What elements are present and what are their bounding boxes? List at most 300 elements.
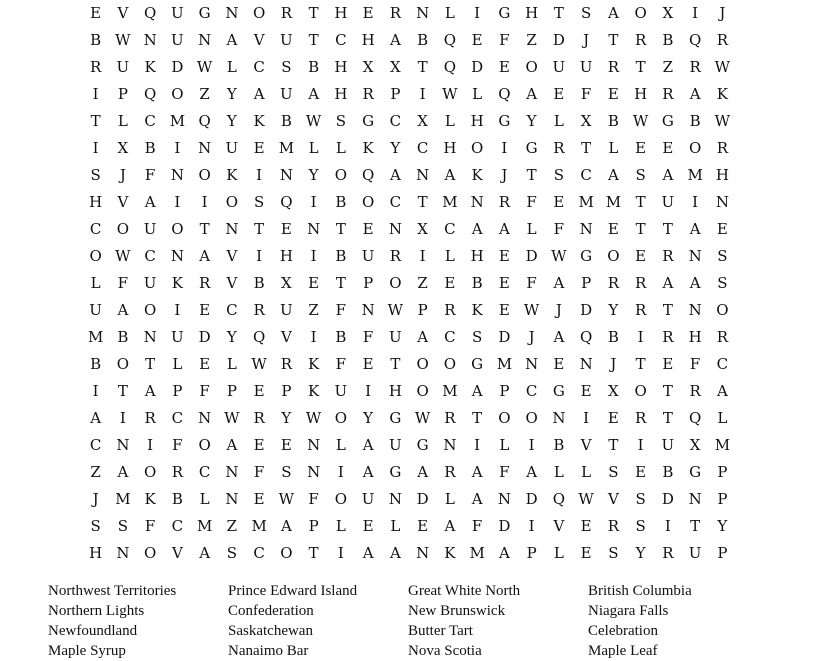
grid-letter: E	[253, 436, 265, 454]
grid-letter: H	[443, 139, 457, 157]
grid-letter: H	[388, 382, 402, 400]
grid-letter: F	[580, 85, 592, 103]
grid-letter: F	[253, 463, 265, 481]
grid-letter: U	[579, 58, 593, 76]
grid-letter: I	[501, 139, 508, 157]
grid-letter: Z	[662, 58, 674, 76]
grid-letter: R	[444, 409, 456, 427]
grid-letter: L	[226, 355, 237, 373]
grid-letter: A	[417, 328, 429, 346]
grid-letter: E	[280, 436, 292, 454]
grid-row	[82, 378, 736, 405]
grid-letter: F	[526, 274, 537, 292]
grid-letter: X	[362, 58, 374, 76]
grid-letter: N	[470, 193, 484, 211]
grid-letter: G	[498, 112, 511, 130]
grid-letter: L	[553, 112, 564, 130]
grid-letter: K	[171, 274, 183, 292]
grid-letter: W	[632, 112, 649, 130]
grid-letter: N	[198, 409, 212, 427]
word-list-item: Newfoundland	[48, 623, 138, 639]
grid-letter: T	[199, 220, 210, 238]
grid-letter: R	[607, 517, 620, 535]
grid-letter: J	[92, 490, 99, 508]
grid-letter: K	[471, 166, 483, 184]
grid-letter: Q	[579, 328, 593, 346]
grid-letter: A	[444, 517, 456, 535]
word-list-item: Confederation	[228, 603, 314, 619]
grid-letter: E	[417, 517, 429, 535]
grid-letter: H	[334, 85, 348, 103]
grid-letter: E	[362, 517, 374, 535]
grid-letter: A	[253, 85, 265, 103]
grid-letter: N	[307, 436, 321, 454]
grid-letter: C	[253, 544, 265, 562]
grid-letter: N	[416, 166, 430, 184]
grid-letter: I	[637, 436, 644, 454]
grid-letter: E	[607, 409, 619, 427]
grid-letter: L	[199, 490, 210, 508]
grid-letter: T	[662, 382, 673, 400]
grid-letter: S	[471, 328, 483, 346]
grid-letter: K	[716, 85, 728, 103]
grid-letter: O	[634, 4, 647, 22]
grid-letter: M	[687, 166, 703, 184]
grid-letter: D	[525, 490, 538, 508]
grid-letter: T	[117, 382, 128, 400]
grid-letter: U	[661, 436, 675, 454]
grid-letter: T	[635, 355, 646, 373]
grid-letter: M	[496, 355, 513, 373]
grid-letter: E	[362, 220, 374, 238]
grid-letter: P	[281, 382, 292, 400]
grid-letter: N	[198, 31, 212, 49]
grid-letter: S	[717, 274, 728, 292]
grid-letter: A	[362, 463, 374, 481]
grid-letter: R	[198, 274, 211, 292]
grid-letter: T	[635, 58, 646, 76]
grid-letter: R	[253, 409, 265, 427]
grid-letter: H	[634, 85, 648, 103]
grid-letter: G	[525, 139, 538, 157]
grid-letter: L	[390, 517, 401, 535]
grid-letter: N	[579, 220, 593, 238]
word-list-item: Niagara Falls	[588, 603, 669, 619]
grid-letter: R	[662, 247, 674, 265]
grid-letter: B	[90, 31, 102, 49]
grid-letter: P	[172, 382, 183, 400]
grid-letter: P	[308, 517, 319, 535]
grid-letter: U	[171, 31, 184, 49]
grid-letter: U	[116, 58, 130, 76]
grid-letter: Y	[281, 409, 292, 427]
grid-letter: V	[171, 544, 183, 562]
grid-letter: O	[525, 58, 538, 76]
grid-letter: G	[471, 355, 484, 373]
grid-letter: S	[281, 463, 292, 481]
grid-letter: Q	[552, 490, 566, 508]
grid-letter: N	[688, 247, 702, 265]
grid-letter: L	[444, 490, 455, 508]
grid-letter: R	[607, 58, 620, 76]
grid-letter: T	[690, 517, 701, 535]
grid-letter: R	[716, 328, 729, 346]
grid-letter: J	[528, 328, 535, 346]
word-list-item: Northern Lights	[48, 603, 145, 619]
grid-letter: H	[334, 58, 348, 76]
grid-letter: R	[280, 355, 293, 373]
grid-letter: O	[116, 355, 130, 373]
grid-letter: G	[498, 4, 511, 22]
grid-letter: R	[280, 4, 293, 22]
grid-letter: D	[580, 301, 593, 319]
grid-letter: S	[335, 112, 347, 130]
grid-letter: A	[117, 301, 129, 319]
grid-letter: T	[308, 544, 319, 562]
grid-letter: I	[256, 166, 263, 184]
grid-letter: S	[553, 166, 565, 184]
grid-letter: M	[442, 382, 458, 400]
grid-letter: M	[87, 328, 104, 346]
grid-letter: L	[335, 517, 346, 535]
grid-row	[82, 351, 736, 378]
grid-letter: B	[607, 328, 619, 346]
grid-letter: E	[498, 301, 510, 319]
grid-letter: L	[444, 112, 455, 130]
grid-letter: A	[689, 274, 701, 292]
grid-letter: Z	[90, 463, 101, 481]
letter-grid	[82, 0, 736, 567]
grid-letter: M	[169, 112, 186, 130]
grid-letter: O	[198, 436, 211, 454]
grid-letter: H	[525, 4, 539, 22]
grid-letter: P	[226, 382, 237, 400]
grid-letter: G	[661, 112, 674, 130]
grid-letter: U	[280, 31, 293, 49]
grid-letter: W	[387, 301, 404, 319]
grid-letter: Z	[226, 517, 238, 535]
grid-row	[82, 54, 736, 81]
grid-letter: F	[335, 355, 347, 373]
grid-letter: L	[526, 220, 537, 238]
grid-letter: E	[444, 274, 456, 292]
grid-letter: F	[117, 274, 129, 292]
grid-letter: A	[389, 166, 401, 184]
grid-letter: M	[196, 517, 213, 535]
grid-letter: W	[442, 85, 458, 103]
grid-letter: K	[471, 301, 483, 319]
grid-letter: O	[280, 544, 293, 562]
grid-letter: D	[198, 328, 211, 346]
grid-letter: O	[171, 85, 184, 103]
grid-letter: B	[335, 193, 347, 211]
word-list-item: New Brunswick	[408, 603, 506, 619]
grid-letter: U	[552, 58, 566, 76]
grid-letter: N	[143, 31, 157, 49]
grid-letter: T	[145, 355, 156, 373]
grid-letter: C	[335, 31, 347, 49]
grid-letter: I	[92, 85, 99, 103]
grid-letter: N	[225, 463, 239, 481]
grid-letter: A	[689, 85, 701, 103]
grid-letter: A	[90, 409, 102, 427]
grid-letter: C	[389, 193, 402, 211]
word-list-item: Prince Edward Island	[228, 583, 358, 599]
grid-letter: C	[580, 166, 592, 184]
word-list-item: Northwest Territories	[48, 583, 177, 599]
grid-letter: I	[528, 517, 535, 535]
word-list-item: Nova Scotia	[408, 643, 482, 659]
grid-letter: V	[117, 193, 129, 211]
grid-letter: B	[689, 112, 701, 130]
grid-letter: A	[553, 274, 565, 292]
grid-letter: O	[171, 220, 184, 238]
grid-letter: U	[361, 247, 375, 265]
grid-letter: F	[689, 355, 701, 373]
grid-letter: E	[553, 85, 565, 103]
grid-letter: W	[305, 409, 322, 427]
grid-letter: M	[442, 193, 458, 211]
grid-letter: N	[225, 490, 239, 508]
word-list-item: Butter Tart	[408, 623, 473, 639]
grid-letter: F	[499, 463, 510, 481]
grid-letter: X	[608, 382, 619, 400]
grid-letter: I	[637, 328, 644, 346]
grid-letter: A	[389, 31, 401, 49]
grid-row	[82, 540, 736, 567]
grid-letter: A	[471, 382, 483, 400]
grid-letter: B	[308, 58, 320, 76]
grid-letter: K	[362, 139, 374, 157]
grid-letter: E	[253, 382, 265, 400]
grid-letter: E	[471, 31, 483, 49]
grid-letter: E	[580, 544, 592, 562]
grid-letter: E	[498, 274, 510, 292]
grid-letter: E	[607, 85, 619, 103]
grid-letter: Z	[526, 31, 537, 49]
grid-letter: B	[171, 490, 183, 508]
grid-letter: N	[416, 4, 430, 22]
grid-letter: S	[253, 193, 265, 211]
grid-letter: R	[662, 85, 674, 103]
grid-letter: N	[388, 490, 402, 508]
grid-letter: R	[253, 301, 265, 319]
grid-letter: Y	[308, 166, 319, 184]
grid-letter: C	[444, 220, 456, 238]
grid-letter: M	[605, 193, 622, 211]
grid-letter: F	[471, 517, 483, 535]
grid-letter: T	[335, 220, 346, 238]
grid-letter: E	[308, 274, 320, 292]
grid-letter: N	[715, 193, 729, 211]
grid-letter: E	[553, 193, 565, 211]
grid-letter: H	[89, 544, 103, 562]
grid-letter: E	[253, 490, 265, 508]
grid-letter: L	[444, 247, 455, 265]
grid-letter: A	[471, 220, 483, 238]
grid-letter: G	[689, 463, 702, 481]
grid-letter: L	[90, 274, 101, 292]
grid-letter: C	[144, 247, 156, 265]
grid-letter: E	[662, 139, 674, 157]
grid-letter: R	[444, 301, 456, 319]
grid-letter: H	[470, 112, 484, 130]
grid-letter: I	[419, 85, 426, 103]
grid-letter: Z	[199, 85, 210, 103]
grid-letter: O	[334, 409, 348, 427]
grid-letter: C	[171, 517, 184, 535]
grid-row	[82, 405, 736, 432]
grid-letter: O	[470, 139, 484, 157]
grid-letter: S	[90, 166, 101, 184]
grid-letter: N	[579, 355, 593, 373]
grid-row	[82, 135, 736, 162]
grid-letter: R	[444, 463, 456, 481]
grid-letter: E	[362, 355, 374, 373]
grid-row	[82, 243, 736, 270]
grid-row	[82, 0, 736, 27]
grid-letter: E	[635, 247, 647, 265]
grid-letter: N	[688, 301, 702, 319]
grid-letter: T	[581, 139, 592, 157]
grid-letter: O	[361, 193, 375, 211]
grid-letter: N	[552, 409, 566, 427]
grid-letter: L	[472, 85, 483, 103]
grid-letter: Y	[608, 301, 619, 319]
grid-letter: C	[144, 112, 156, 130]
grid-letter: N	[388, 220, 402, 238]
grid-letter: I	[583, 409, 590, 427]
grid-letter: U	[89, 301, 102, 319]
grid-letter: J	[119, 166, 126, 184]
grid-letter: S	[635, 490, 646, 508]
grid-row	[82, 162, 736, 189]
grid-letter: U	[225, 139, 239, 157]
grid-letter: O	[198, 166, 211, 184]
grid-letter: B	[253, 274, 265, 292]
grid-letter: L	[172, 355, 183, 373]
grid-letter: O	[525, 409, 538, 427]
grid-letter: P	[363, 274, 374, 292]
grid-letter: S	[608, 544, 619, 562]
grid-letter: V	[280, 328, 292, 346]
grid-row	[82, 108, 736, 135]
grid-letter: U	[171, 4, 184, 22]
grid-letter: B	[280, 112, 292, 130]
grid-letter: B	[553, 436, 565, 454]
grid-letter: K	[144, 490, 156, 508]
grid-letter: L	[717, 409, 728, 427]
grid-letter: F	[308, 490, 319, 508]
grid-letter: P	[390, 85, 401, 103]
grid-letter: L	[444, 4, 455, 22]
grid-letter: N	[443, 436, 457, 454]
grid-letter: D	[525, 247, 538, 265]
grid-letter: R	[389, 247, 402, 265]
grid-letter: G	[389, 409, 402, 427]
grid-letter: L	[553, 544, 564, 562]
grid-letter: I	[337, 544, 344, 562]
grid-row	[82, 459, 736, 486]
grid-letter: W	[115, 31, 131, 49]
grid-letter: N	[279, 166, 293, 184]
grid-letter: R	[634, 31, 647, 49]
grid-letter: A	[498, 544, 510, 562]
grid-letter: H	[279, 247, 293, 265]
grid-letter: I	[474, 436, 481, 454]
grid-letter: Q	[443, 31, 457, 49]
grid-letter: Z	[308, 301, 319, 319]
grid-letter: A	[362, 544, 374, 562]
grid-letter: U	[334, 382, 348, 400]
grid-letter: F	[172, 436, 183, 454]
grid-row	[82, 189, 736, 216]
grid-letter: N	[307, 463, 321, 481]
grid-letter: C	[198, 463, 211, 481]
grid-letter: Q	[688, 409, 702, 427]
grid-letter: R	[389, 4, 402, 22]
grid-letter: H	[715, 166, 729, 184]
grid-letter: S	[635, 517, 646, 535]
grid-letter: C	[253, 58, 265, 76]
grid-letter: U	[688, 544, 702, 562]
grid-letter: T	[472, 409, 483, 427]
grid-letter: E	[635, 463, 647, 481]
grid-letter: R	[662, 328, 674, 346]
grid-letter: B	[471, 274, 483, 292]
grid-letter: U	[389, 328, 402, 346]
grid-letter: I	[92, 139, 99, 157]
grid-letter: S	[608, 463, 619, 481]
grid-letter: A	[471, 463, 483, 481]
grid-letter: R	[144, 409, 156, 427]
grid-letter: R	[362, 85, 374, 103]
grid-letter: X	[417, 220, 428, 238]
grid-letter: T	[608, 436, 619, 454]
grid-letter: W	[523, 301, 540, 319]
grid-letter: W	[578, 490, 594, 508]
grid-letter: S	[580, 4, 592, 22]
grid-letter: I	[310, 328, 317, 346]
grid-letter: C	[89, 220, 102, 238]
grid-letter: A	[444, 166, 456, 184]
grid-letter: A	[389, 544, 401, 562]
grid-letter: R	[89, 58, 102, 76]
grid-letter: I	[528, 436, 535, 454]
grid-letter: C	[171, 409, 184, 427]
word-list-item: Nanaimo Bar	[228, 643, 309, 659]
word-list-item: Saskatchewan	[228, 623, 313, 639]
grid-letter: O	[634, 382, 647, 400]
grid-letter: R	[634, 274, 647, 292]
grid-letter: B	[144, 139, 156, 157]
grid-letter: I	[692, 4, 699, 22]
grid-letter: T	[608, 31, 619, 49]
grid-letter: M	[278, 139, 295, 157]
grid-letter: Y	[635, 544, 646, 562]
grid-letter: R	[634, 409, 647, 427]
grid-letter: A	[417, 463, 429, 481]
grid-letter: Q	[252, 328, 266, 346]
grid-letter: I	[92, 382, 99, 400]
grid-letter: F	[499, 31, 510, 49]
grid-letter: L	[499, 436, 510, 454]
grid-letter: Y	[226, 328, 237, 346]
grid-letter: X	[689, 436, 701, 454]
grid-letter: X	[281, 274, 292, 292]
grid-letter: Q	[143, 4, 157, 22]
grid-letter: S	[117, 517, 129, 535]
